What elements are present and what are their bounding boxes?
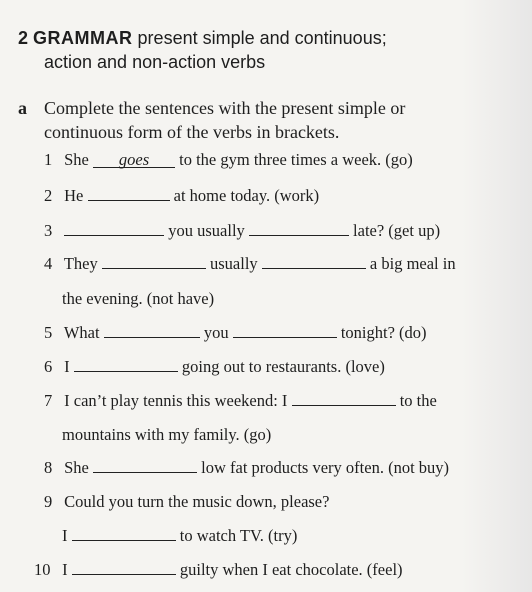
exercise-instruction: [18, 96, 518, 144]
exercise-item-9: [44, 491, 329, 513]
answer-blank[interactable]: [74, 356, 178, 372]
item-number: 9: [44, 492, 53, 511]
item-text: you usually: [168, 221, 245, 240]
answer-blank[interactable]: [88, 185, 170, 201]
item-text: They: [63, 254, 98, 273]
item-text: usually: [209, 254, 258, 273]
item-text: at home today. (work): [173, 186, 320, 205]
item-text: I: [62, 526, 68, 545]
answer-blank[interactable]: [104, 322, 200, 338]
item-text: you: [203, 323, 229, 342]
item-number: 5: [44, 323, 53, 342]
item-number: 6: [44, 357, 53, 376]
item-number: 8: [44, 458, 53, 477]
item-text: going out to restaurants. (love): [181, 357, 385, 376]
exercise-item-3: [44, 220, 440, 242]
exercise-item-8: [44, 457, 449, 479]
exercise-item-10: [34, 559, 403, 581]
exercise-item-1: [44, 149, 413, 171]
answer-blank[interactable]: [262, 253, 366, 269]
item-number: 4: [44, 254, 53, 273]
section-keyword: GRAMMAR: [33, 28, 133, 48]
item-number: 3: [44, 221, 53, 240]
answer-blank[interactable]: [64, 220, 164, 236]
answer-blank[interactable]: [72, 559, 176, 575]
section-subtitle: action and non-action verbs: [44, 52, 266, 72]
item-number: 7: [44, 391, 53, 410]
item-text: I: [62, 560, 68, 579]
item-text: to the gym three times a week. (go): [179, 150, 413, 169]
answer-blank[interactable]: [292, 390, 396, 406]
item-text: I: [64, 357, 70, 376]
instruction-line-1: Complete the sentences with the present simple or: [44, 98, 406, 118]
section-heading: [18, 26, 518, 74]
item-text: I can’t play tennis this weekend: I: [64, 391, 288, 410]
section-number: 2: [18, 28, 29, 48]
item-text: He: [64, 186, 84, 205]
item-text: She: [64, 150, 89, 169]
item-text: low fat products very often. (not buy): [201, 458, 450, 477]
item-text: a big meal in: [369, 254, 456, 273]
exercise-item-7-continuation: mountains with my family. (go): [62, 425, 272, 444]
exercise-item-7: [44, 390, 437, 412]
item-number: 2: [44, 186, 53, 205]
item-text: tonight? (do): [340, 323, 427, 342]
exercise-item-6: [44, 356, 385, 378]
item-text: to watch TV. (try): [179, 526, 298, 545]
item-text: Could you turn the music down, please?: [64, 492, 330, 511]
page-edge-shadow: [462, 0, 532, 592]
exercise-item-9-continuation: [62, 525, 297, 547]
answer-blank[interactable]: goes: [93, 152, 175, 168]
exercise-item-4: [44, 253, 456, 275]
answer-blank[interactable]: [72, 525, 176, 541]
item-text: What: [63, 323, 100, 342]
answer-blank[interactable]: [93, 457, 197, 473]
item-number: 10: [34, 560, 51, 579]
instruction-line-2: continuous form of the verbs in brackets.: [44, 122, 340, 142]
item-text: late? (get up): [353, 221, 441, 240]
answer-blank[interactable]: [102, 253, 206, 269]
exercise-item-2: [44, 185, 319, 207]
exercise-item-4-continuation: the evening. (not have): [62, 289, 215, 308]
exercise-item-5: [44, 322, 427, 344]
answer-blank[interactable]: [233, 322, 337, 338]
section-title: present simple and continuous;: [137, 28, 387, 48]
item-text: to the: [399, 391, 437, 410]
item-text: She: [64, 458, 89, 477]
answer-blank[interactable]: [249, 220, 349, 236]
item-text: guilty when I eat chocolate. (feel): [179, 560, 403, 579]
item-number: 1: [44, 150, 53, 169]
exercise-letter: a: [18, 98, 27, 118]
